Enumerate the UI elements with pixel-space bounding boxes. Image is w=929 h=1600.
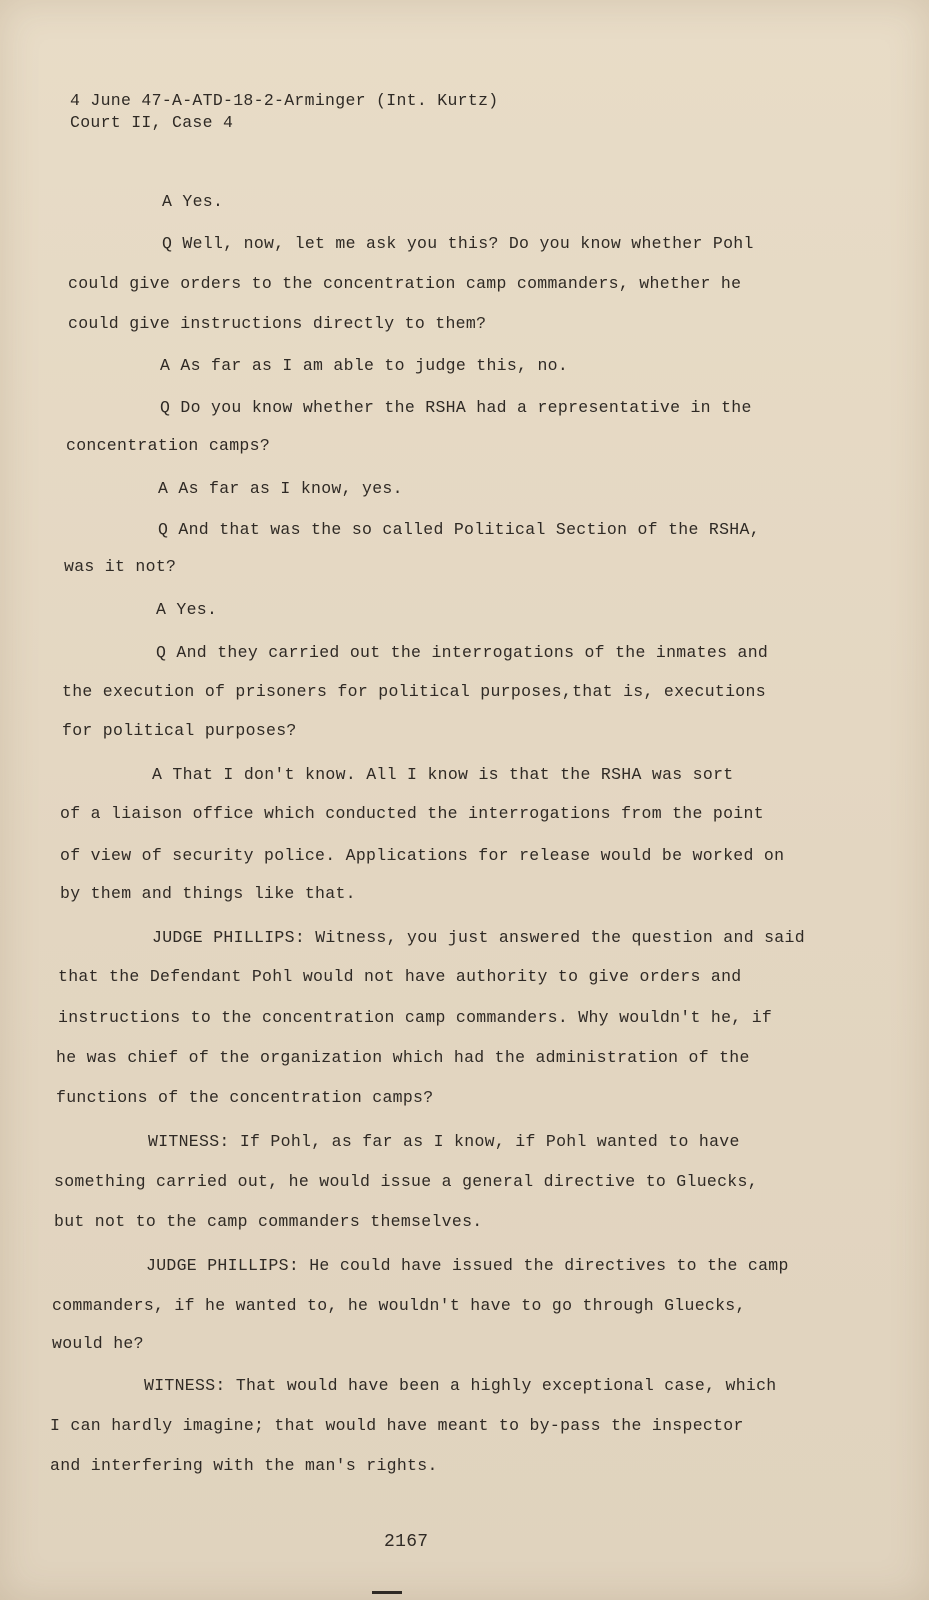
transcript-line: WITNESS: If Pohl, as far as I know, if Pohl wanted to have bbox=[148, 1132, 740, 1151]
transcript-line: the execution of prisoners for political purposes,that is, executions bbox=[62, 682, 766, 701]
transcript-line: but not to the camp commanders themselves. bbox=[54, 1212, 483, 1231]
transcript-line: A That I don't know. All I know is that the RSHA was sort bbox=[152, 765, 734, 784]
transcript-line: could give orders to the concentration camp commanders, whether he bbox=[68, 274, 742, 293]
header-line-date: 4 June 47-A-ATD-18-2-Arminger (Int. Kurtz) bbox=[70, 91, 499, 110]
transcript-line: would he? bbox=[52, 1334, 144, 1353]
transcript-line: WITNESS: That would have been a highly exceptional case, which bbox=[144, 1376, 777, 1395]
transcript-line: of view of security police. Applications for release would be worked on bbox=[60, 846, 785, 865]
transcript-line: for political purposes? bbox=[62, 721, 297, 740]
transcript-line: he was chief of the organization which had the administration of the bbox=[56, 1048, 750, 1067]
transcript-line: and interfering with the man's rights. bbox=[50, 1456, 438, 1475]
transcript-line: JUDGE PHILLIPS: Witness, you just answered the question and said bbox=[152, 928, 805, 947]
transcript-line: something carried out, he would issue a general directive to Gluecks, bbox=[54, 1172, 758, 1191]
transcript-line: A As far as I know, yes. bbox=[158, 479, 403, 498]
transcript-line: Q Do you know whether the RSHA had a representative in the bbox=[160, 398, 752, 417]
transcript-line: concentration camps? bbox=[66, 436, 271, 455]
transcript-line: Q And that was the so called Political Section of the RSHA, bbox=[158, 520, 760, 539]
transcript-line: JUDGE PHILLIPS: He could have issued the directives to the camp bbox=[146, 1256, 789, 1275]
transcript-line: that the Defendant Pohl would not have authority to give orders and bbox=[58, 967, 742, 986]
transcript-line: of a liaison office which conducted the interrogations from the point bbox=[60, 804, 764, 823]
transcript-line: functions of the concentration camps? bbox=[56, 1088, 434, 1107]
transcript-line: A Yes. bbox=[162, 192, 224, 211]
transcript-line: I can hardly imagine; that would have meant to by-pass the inspector bbox=[50, 1416, 744, 1435]
transcript-line: Q And they carried out the interrogations of the inmates and bbox=[156, 643, 769, 662]
document-header bbox=[70, 90, 498, 134]
transcript-line: A As far as I am able to judge this, no. bbox=[160, 356, 569, 375]
transcript-line: instructions to the concentration camp commanders. Why wouldn't he, if bbox=[58, 1008, 773, 1027]
transcript-line: A Yes. bbox=[156, 600, 218, 619]
transcript-line: by them and things like that. bbox=[60, 884, 356, 903]
transcript-line: commanders, if he wanted to, he wouldn't have to go through Gluecks, bbox=[52, 1296, 746, 1315]
bottom-edge-mark bbox=[372, 1591, 402, 1594]
header-line-court: Court II, Case 4 bbox=[70, 113, 234, 132]
page-number: 2167 bbox=[384, 1532, 429, 1552]
transcript-line: was it not? bbox=[64, 557, 177, 576]
transcript-line: could give instructions directly to them? bbox=[68, 314, 487, 333]
transcript-line: Q Well, now, let me ask you this? Do you know whether Pohl bbox=[162, 234, 754, 253]
